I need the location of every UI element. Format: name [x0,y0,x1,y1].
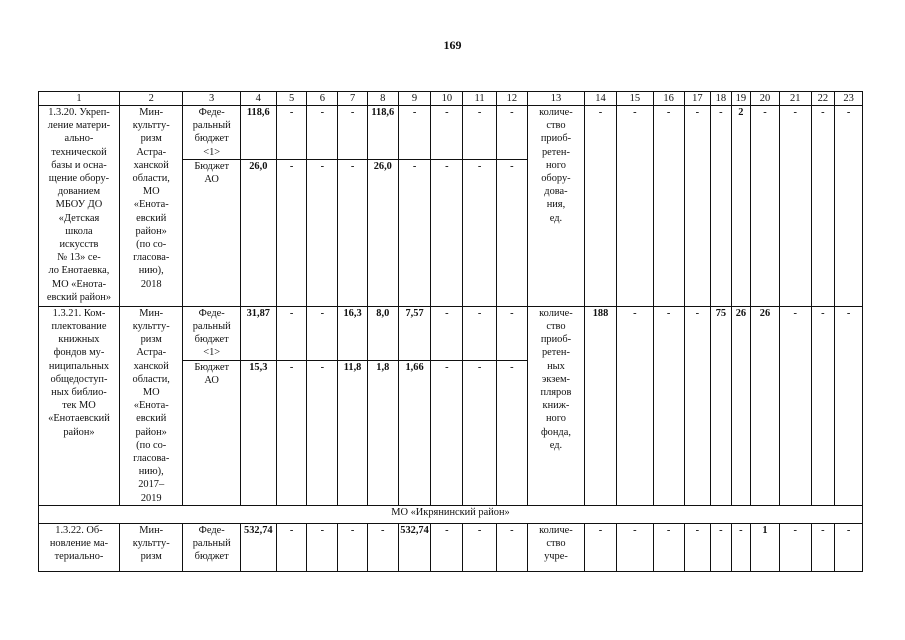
column-header: 10 [431,92,463,106]
column-header: 20 [751,92,780,106]
column-header: 23 [835,92,863,106]
measure-name-cell: 1.3.22. Об- новление ма- териально- [39,523,120,571]
target-value-cell: - [811,306,835,505]
target-value-cell: - [616,106,653,307]
amount-cell: - [497,159,528,306]
amount-cell: 11,8 [338,360,368,505]
target-value-cell: - [779,306,811,505]
target-value-cell: - [751,106,780,307]
target-value-cell: - [653,306,684,505]
column-header: 19 [731,92,750,106]
target-value-cell: - [616,306,653,505]
target-value-cell: 26 [731,306,750,505]
column-header: 22 [811,92,835,106]
target-value-cell: - [811,106,835,307]
header-row [39,92,863,106]
target-value-cell: - [711,106,731,307]
target-value-cell: - [731,523,750,571]
amount-cell: - [497,523,528,571]
amount-cell: - [276,159,307,306]
target-value-cell: - [585,106,617,307]
amount-cell: - [463,106,497,160]
table-row [39,106,863,160]
amount-cell: - [307,306,338,360]
indicator-cell: количе- ство учре- [527,523,584,571]
column-header: 5 [276,92,307,106]
budget-table [38,91,863,572]
amount-cell: - [497,306,528,360]
target-value-cell: 75 [711,306,731,505]
page-number: 169 [443,38,462,52]
amount-cell: 7,57 [398,306,431,360]
executor-cell: Мин- культтy- ризм [119,523,183,571]
amount-cell: 118,6 [240,106,276,160]
amount-cell: - [307,360,338,505]
amount-cell: - [431,306,463,360]
amount-cell: 532,74 [398,523,431,571]
amount-cell: - [276,523,307,571]
column-header: 11 [463,92,497,106]
executor-cell: Мин- культтy- ризм Астра- ханской области, МО «Енота- евский район» (по со- гласова- нию), 2017– 2019 [119,306,183,505]
amount-cell: - [307,523,338,571]
amount-cell: 26,0 [240,159,276,306]
amount-cell: 15,3 [240,360,276,505]
funding-source-cell: Феде- ральный бюджет [183,523,240,571]
target-value-cell: - [684,306,711,505]
measure-name-cell: 1.3.20. Укреп- ление матери- ально- технической базы и осна- щение обору- дованием МБОУ ДО «Детская школа искусств № 13» се- ло Енотаевка, МО «Енота- евский район» [39,106,120,307]
column-header: 8 [367,92,398,106]
column-header: 16 [653,92,684,106]
funding-source-cell: Бюджет АО [183,360,240,505]
column-header: 12 [497,92,528,106]
amount-cell: 8,0 [367,306,398,360]
target-value-cell: 2 [731,106,750,307]
table-row [39,306,863,360]
target-value-cell: - [653,106,684,307]
amount-cell: 31,87 [240,306,276,360]
column-header: 3 [183,92,240,106]
target-value-cell: - [653,523,684,571]
funding-source-cell: Феде- ральный бюджет <1> [183,106,240,160]
column-header: 7 [338,92,368,106]
target-value-cell: - [711,523,731,571]
target-value-cell: - [811,523,835,571]
amount-cell: 1,8 [367,360,398,505]
amount-cell: - [367,523,398,571]
amount-cell: - [276,306,307,360]
target-value-cell: - [835,523,863,571]
target-value-cell: 188 [585,306,617,505]
amount-cell: 118,6 [367,106,398,160]
amount-cell: - [431,159,463,306]
amount-cell: - [338,106,368,160]
measure-name-cell: 1.3.21. Ком- плектование книжных фондов му- ниципальных общедоступ- ных библио- тек МО «Енотаевский район» [39,306,120,505]
target-value-cell: 1 [751,523,780,571]
target-value-cell: - [616,523,653,571]
amount-cell: - [431,106,463,160]
amount-cell: - [463,306,497,360]
amount-cell: 1,66 [398,360,431,505]
target-value-cell: - [779,523,811,571]
amount-cell: - [276,360,307,505]
column-header: 9 [398,92,431,106]
column-header: 13 [527,92,584,106]
target-value-cell: - [585,523,617,571]
amount-cell: 16,3 [338,306,368,360]
executor-cell: Мин- культтy- ризм Астра- ханской области, МО «Енота- евский район» (по со- гласова- нию), 2018 [119,106,183,307]
amount-cell: - [307,159,338,306]
funding-source-cell: Феде- ральный бюджет <1> [183,306,240,360]
section-title: МО «Икрянинский район» [39,505,863,523]
column-header: 18 [711,92,731,106]
column-header: 21 [779,92,811,106]
amount-cell: - [307,106,338,160]
funding-source-cell: Бюджет АО [183,159,240,306]
table-row [39,523,863,571]
amount-cell: - [431,360,463,505]
column-header: 6 [307,92,338,106]
amount-cell: - [338,159,368,306]
amount-cell: 532,74 [240,523,276,571]
column-header: 14 [585,92,617,106]
amount-cell: - [431,523,463,571]
target-value-cell: - [684,106,711,307]
indicator-cell: количе- ство приоб- ретен- ного обору- дова- ния, ед. [527,106,584,307]
amount-cell: 26,0 [367,159,398,306]
section-row [39,505,863,523]
amount-cell: - [338,523,368,571]
amount-cell: - [276,106,307,160]
column-header: 15 [616,92,653,106]
column-header: 1 [39,92,120,106]
column-header: 4 [240,92,276,106]
target-value-cell: 26 [751,306,780,505]
amount-cell: - [463,360,497,505]
amount-cell: - [463,523,497,571]
amount-cell: - [497,360,528,505]
target-value-cell: - [779,106,811,307]
amount-cell: - [398,106,431,160]
target-value-cell: - [684,523,711,571]
target-value-cell: - [835,306,863,505]
amount-cell: - [463,159,497,306]
target-value-cell: - [835,106,863,307]
indicator-cell: количе- ство приоб- ретен- ных экзем- пляров книж- ного фонда, ед. [527,306,584,505]
amount-cell: - [497,106,528,160]
column-header: 17 [684,92,711,106]
amount-cell: - [398,159,431,306]
column-header: 2 [119,92,183,106]
